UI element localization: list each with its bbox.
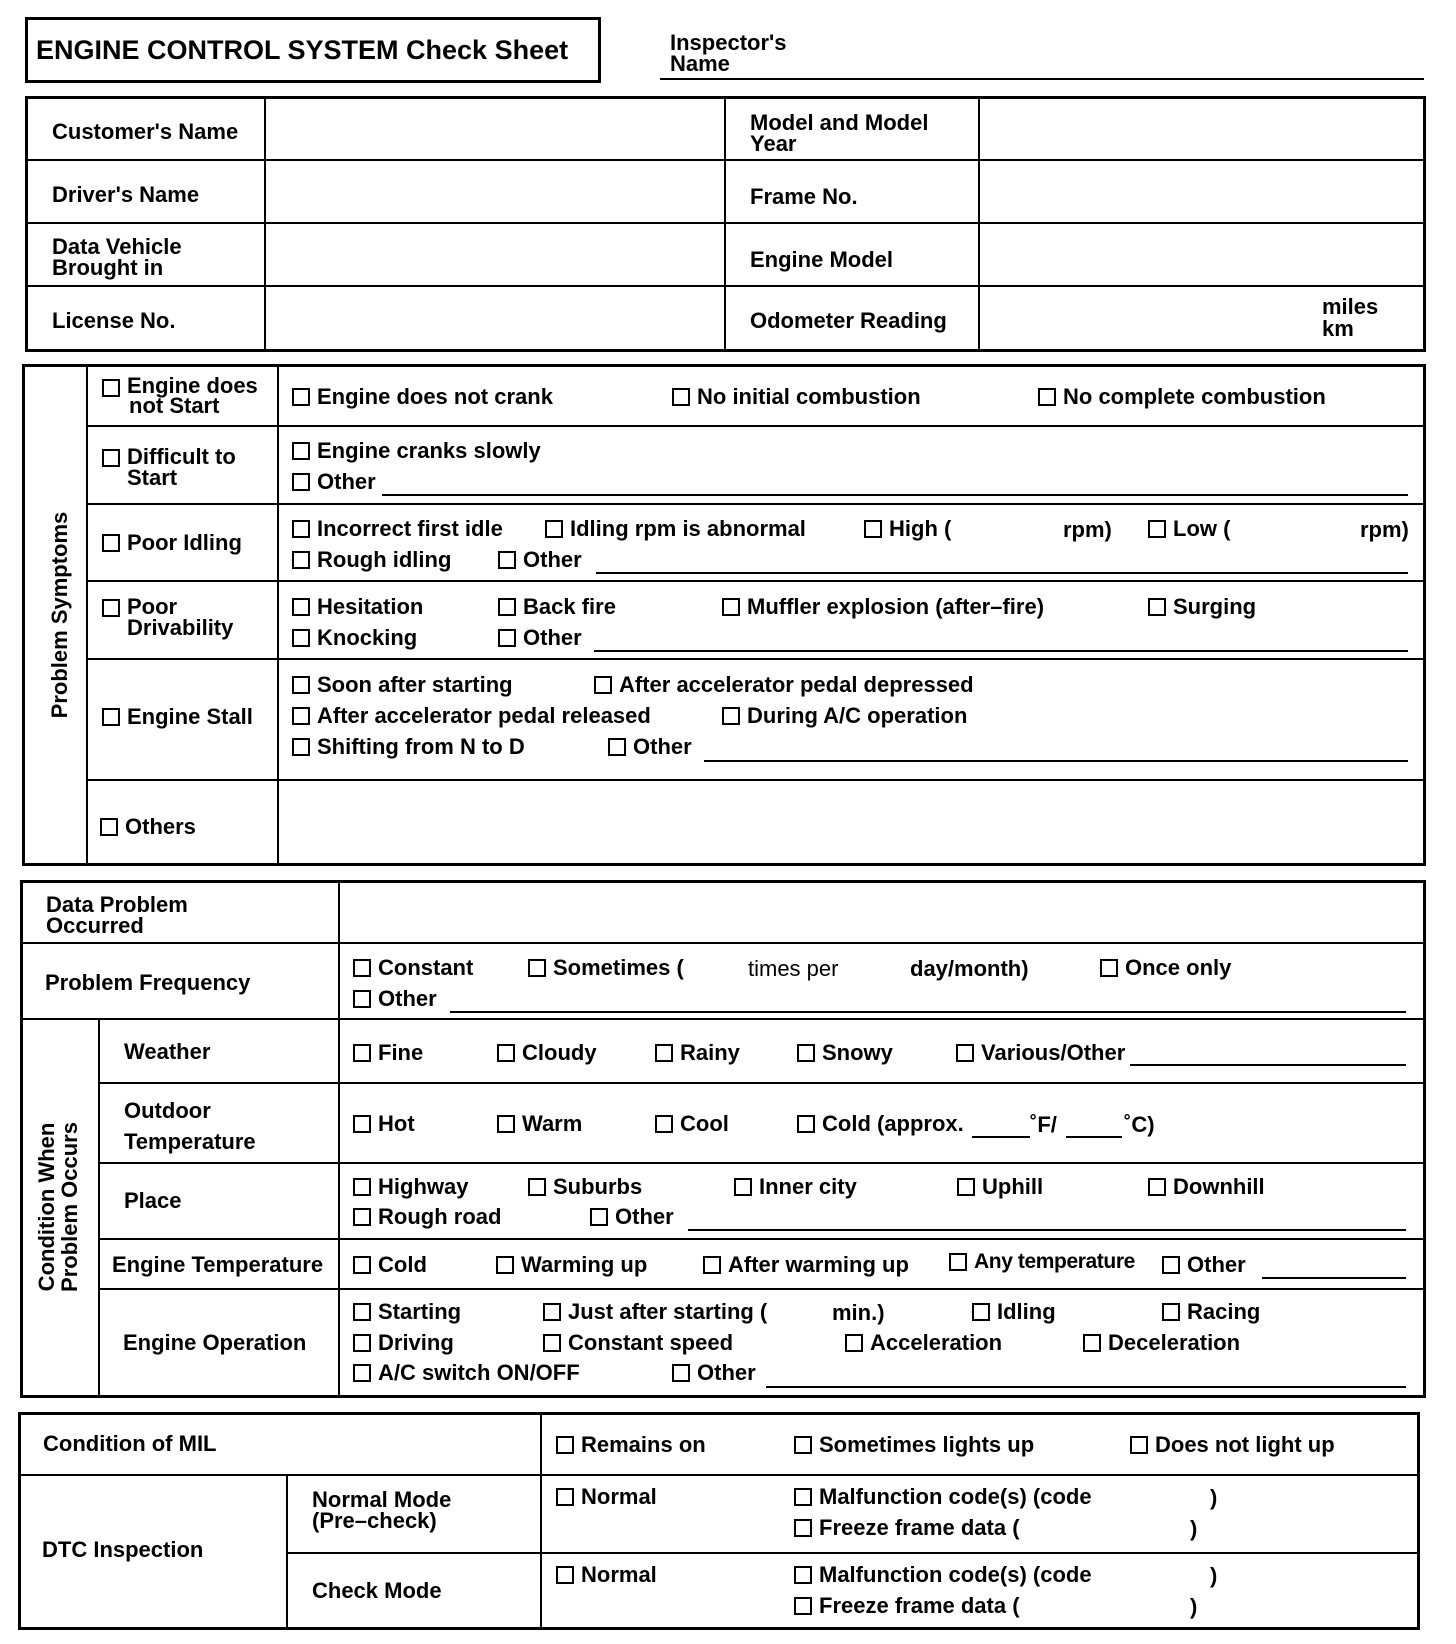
checkbox-icon [353, 1364, 371, 1382]
checkbox-icon [972, 1303, 990, 1321]
poor-idling-other-checkbox[interactable]: Other [498, 549, 582, 571]
sometimes-lights-up-checkbox[interactable]: Sometimes lights up [794, 1434, 1034, 1456]
checkbox-icon [590, 1208, 608, 1226]
after-warming-up-checkbox[interactable]: After warming up [703, 1254, 909, 1276]
warm-checkbox[interactable]: Warm [497, 1113, 582, 1135]
checkbox-icon [797, 1115, 815, 1133]
checkbox-icon [498, 629, 516, 647]
checkbox-icon [102, 379, 120, 397]
checkbox-icon [794, 1488, 812, 1506]
check-mode-freeze-frame-checkbox[interactable]: Freeze frame data ( [794, 1595, 1020, 1617]
surging-checkbox[interactable]: Surging [1148, 596, 1256, 618]
engine-operation-label: Engine Operation [123, 1330, 307, 1355]
poor-idling-other-field[interactable] [596, 572, 1408, 574]
checkbox-icon [292, 707, 310, 725]
checkbox-icon [497, 1115, 515, 1133]
idling-checkbox[interactable]: Idling [972, 1301, 1056, 1323]
checkbox-icon [292, 473, 310, 491]
data-vehicle-label: Data Vehicle Brought in [52, 234, 182, 280]
engine-cranks-slowly-checkbox[interactable]: Engine cranks slowly [292, 440, 541, 462]
difficult-start-other-checkbox[interactable]: Other [292, 471, 376, 493]
rainy-checkbox[interactable]: Rainy [655, 1042, 740, 1064]
odometer-unit-km: km [1322, 316, 1354, 341]
checkbox-icon [949, 1253, 967, 1271]
checkbox-icon [1148, 520, 1166, 538]
checkbox-icon [353, 1208, 371, 1226]
condition-when-occurs-label: Condition When Problem Occurs [34, 1122, 82, 1292]
after-pedal-released-checkbox[interactable]: After accelerator pedal released [292, 705, 651, 727]
poor-drivability-checkbox[interactable]: Poor Drivability [102, 596, 233, 638]
driving-checkbox[interactable]: Driving [353, 1332, 454, 1354]
drivability-other-field[interactable] [594, 650, 1408, 652]
checkbox-icon [608, 738, 626, 756]
engine-stall-other-checkbox[interactable]: Other [608, 736, 692, 758]
check-mode-normal-checkbox[interactable]: Normal [556, 1564, 657, 1586]
checkbox-icon [498, 598, 516, 616]
checkbox-icon [794, 1436, 812, 1454]
checkbox-icon [543, 1334, 561, 1352]
engine-model-label: Engine Model [750, 247, 893, 272]
snowy-checkbox[interactable]: Snowy [797, 1042, 893, 1064]
checkbox-icon [102, 534, 120, 552]
checkbox-icon [655, 1044, 673, 1062]
checkbox-icon [353, 1334, 371, 1352]
checkbox-icon [794, 1566, 812, 1584]
checkbox-icon [292, 598, 310, 616]
difficult-to-start-checkbox[interactable]: Difficult to Start [102, 446, 236, 488]
racing-checkbox[interactable]: Racing [1162, 1301, 1260, 1323]
low-rpm-checkbox[interactable]: Low ( [1148, 518, 1230, 540]
checkbox-icon [528, 1178, 546, 1196]
times-per-label: times per [748, 956, 839, 981]
once-only-checkbox[interactable]: Once only [1100, 957, 1231, 979]
checkbox-icon [672, 388, 690, 406]
checkbox-icon [797, 1044, 815, 1062]
checkbox-icon [292, 388, 310, 406]
min-unit: min.) [832, 1300, 885, 1325]
soon-after-starting-checkbox[interactable]: Soon after starting [292, 674, 513, 696]
checkbox-icon [545, 520, 563, 538]
odometer-label: Odometer Reading [750, 308, 947, 333]
checkbox-icon [556, 1488, 574, 1506]
difficult-start-other-field[interactable] [382, 494, 1408, 496]
inspector-name-label: Inspector's Name [670, 30, 787, 76]
engine-does-not-crank-checkbox[interactable]: Engine does not crank [292, 386, 553, 408]
engine-temperature-label: Engine Temperature [112, 1252, 324, 1277]
model-year-label: Model and Model Year [750, 110, 929, 156]
acceleration-checkbox[interactable]: Acceleration [845, 1332, 1002, 1354]
during-ac-operation-checkbox[interactable]: During A/C operation [722, 705, 967, 727]
back-fire-checkbox[interactable]: Back fire [498, 596, 616, 618]
condition-of-mil-label: Condition of MIL [43, 1431, 217, 1456]
checkbox-icon [292, 738, 310, 756]
problem-frequency-label: Problem Frequency [45, 970, 251, 995]
weather-other-field[interactable] [1130, 1064, 1406, 1066]
checkbox-icon [292, 520, 310, 538]
weather-label: Weather [124, 1039, 211, 1064]
checkbox-icon [353, 990, 371, 1008]
drivers-name-label: Driver's Name [52, 182, 200, 207]
temp-f-field[interactable] [972, 1136, 1030, 1138]
normal-mode-malfunction-close: ) [1210, 1485, 1218, 1510]
check-mode-malfunction-close: ) [1210, 1563, 1218, 1588]
engine-operation-other-checkbox[interactable]: Other [672, 1362, 756, 1384]
checkbox-icon [292, 442, 310, 460]
checkbox-icon [353, 1303, 371, 1321]
checkbox-icon [292, 551, 310, 569]
checkbox-icon [1162, 1256, 1180, 1274]
no-complete-combustion-checkbox[interactable]: No complete combustion [1038, 386, 1326, 408]
constant-checkbox[interactable]: Constant [353, 957, 473, 979]
drivability-other-checkbox[interactable]: Other [498, 627, 582, 649]
place-other-field[interactable] [688, 1229, 1406, 1231]
downhill-checkbox[interactable]: Downhill [1148, 1176, 1265, 1198]
remains-on-checkbox[interactable]: Remains on [556, 1434, 706, 1456]
checkbox-icon [102, 449, 120, 467]
temp-c-unit: ˚C) [1124, 1112, 1155, 1137]
checkbox-icon [1162, 1303, 1180, 1321]
engine-temp-other-checkbox[interactable]: Other [1162, 1254, 1246, 1276]
page-title: ENGINE CONTROL SYSTEM Check Sheet [36, 35, 569, 65]
checkbox-icon [864, 520, 882, 538]
engine-stall-checkbox[interactable]: Engine Stall [102, 706, 253, 728]
cloudy-checkbox[interactable]: Cloudy [497, 1042, 597, 1064]
ac-switch-checkbox[interactable]: A/C switch ON/OFF [353, 1362, 580, 1384]
high-rpm-unit: rpm) [1063, 517, 1112, 542]
just-after-starting-checkbox[interactable]: Just after starting ( [543, 1301, 767, 1323]
checkbox-icon [794, 1597, 812, 1615]
checkbox-icon [102, 599, 120, 617]
deceleration-checkbox[interactable]: Deceleration [1083, 1332, 1240, 1354]
checkbox-icon [496, 1256, 514, 1274]
checkbox-icon [497, 1044, 515, 1062]
checkbox-icon [845, 1334, 863, 1352]
inner-city-checkbox[interactable]: Inner city [734, 1176, 857, 1198]
frequency-other-field[interactable] [450, 1011, 1406, 1013]
any-temperature-checkbox[interactable]: Any temperature [949, 1251, 1135, 1273]
check-mode-malfunction-checkbox[interactable]: Malfunction code(s) (code [794, 1564, 1092, 1586]
checkbox-icon [353, 1178, 371, 1196]
hot-checkbox[interactable]: Hot [353, 1113, 415, 1135]
uphill-checkbox[interactable]: Uphill [957, 1176, 1043, 1198]
checkbox-icon [353, 1256, 371, 1274]
checkbox-icon [353, 1115, 371, 1133]
customer-name-label: Customer's Name [52, 119, 239, 144]
place-other-checkbox[interactable]: Other [590, 1206, 674, 1228]
suburbs-checkbox[interactable]: Suburbs [528, 1176, 642, 1198]
checkbox-icon [353, 959, 371, 977]
check-mode-freeze-close: ) [1190, 1594, 1198, 1619]
engine-cold-checkbox[interactable]: Cold [353, 1254, 427, 1276]
checkbox-icon [1130, 1436, 1148, 1454]
checkbox-icon [734, 1178, 752, 1196]
knocking-checkbox[interactable]: Knocking [292, 627, 417, 649]
cool-checkbox[interactable]: Cool [655, 1113, 729, 1135]
highway-checkbox[interactable]: Highway [353, 1176, 468, 1198]
normal-mode-freeze-frame-checkbox[interactable]: Freeze frame data ( [794, 1517, 1020, 1539]
checkbox-icon [722, 598, 740, 616]
engine-operation-other-field[interactable] [766, 1386, 1406, 1388]
checkbox-icon [556, 1566, 574, 1584]
day-month-label: day/month) [910, 956, 1029, 981]
sometimes-checkbox[interactable]: Sometimes ( [528, 957, 684, 979]
check-mode-label: Check Mode [312, 1578, 442, 1603]
problem-symptoms-label: Problem Symptoms [47, 511, 72, 719]
rough-road-checkbox[interactable]: Rough road [353, 1206, 501, 1228]
checkbox-icon [722, 707, 740, 725]
license-no-label: License No. [52, 308, 176, 333]
checkbox-icon [703, 1256, 721, 1274]
poor-idling-checkbox[interactable]: Poor Idling [102, 532, 242, 554]
temp-f-unit: ˚F/ [1030, 1112, 1057, 1137]
odometer-unit-miles: miles [1322, 294, 1379, 319]
warming-up-checkbox[interactable]: Warming up [496, 1254, 647, 1276]
normal-mode-normal-checkbox[interactable]: Normal [556, 1486, 657, 1508]
checkbox-icon [594, 676, 612, 694]
various-other-weather-checkbox[interactable]: Various/Other [956, 1042, 1125, 1064]
checkbox-icon [1148, 1178, 1166, 1196]
checkbox-icon [1038, 388, 1056, 406]
normal-mode-freeze-close: ) [1190, 1516, 1198, 1541]
engine-stall-other-field[interactable] [704, 760, 1408, 762]
checkbox-icon [100, 818, 118, 836]
normal-mode-malfunction-checkbox[interactable]: Malfunction code(s) (code [794, 1486, 1092, 1508]
checkbox-icon [672, 1364, 690, 1382]
checkbox-icon [956, 1044, 974, 1062]
idling-rpm-abnormal-checkbox[interactable]: Idling rpm is abnormal [545, 518, 806, 540]
checkbox-icon [292, 629, 310, 647]
dtc-inspection-label: DTC Inspection [42, 1537, 204, 1562]
high-rpm-checkbox[interactable]: High ( [864, 518, 951, 540]
starting-checkbox[interactable]: Starting [353, 1301, 461, 1323]
fine-checkbox[interactable]: Fine [353, 1042, 423, 1064]
place-label: Place [124, 1188, 182, 1213]
checkbox-icon [102, 708, 120, 726]
outdoor-temperature-label: Outdoor Temperature [124, 1098, 256, 1154]
engine-does-not-start-checkbox[interactable]: Engine does not Start [102, 376, 258, 416]
low-rpm-unit: rpm) [1360, 517, 1409, 542]
checkbox-icon [1100, 959, 1118, 977]
no-initial-combustion-checkbox[interactable]: No initial combustion [672, 386, 921, 408]
cold-approx-checkbox[interactable]: Cold (approx. [797, 1113, 964, 1135]
shifting-n-to-d-checkbox[interactable]: Shifting from N to D [292, 736, 525, 758]
hesitation-checkbox[interactable]: Hesitation [292, 596, 423, 618]
frequency-other-checkbox[interactable]: Other [353, 988, 437, 1010]
incorrect-first-idle-checkbox[interactable]: Incorrect first idle [292, 518, 503, 540]
checkbox-icon [528, 959, 546, 977]
checkbox-icon [1148, 598, 1166, 616]
muffler-explosion-checkbox[interactable]: Muffler explosion (after–fire) [722, 596, 1044, 618]
checkbox-icon [655, 1115, 673, 1133]
constant-speed-checkbox[interactable]: Constant speed [543, 1332, 733, 1354]
others-checkbox[interactable]: Others [100, 816, 196, 838]
checkbox-icon [292, 676, 310, 694]
checkbox-icon [353, 1044, 371, 1062]
checkbox-icon [957, 1178, 975, 1196]
checkbox-icon [543, 1303, 561, 1321]
checkbox-icon [1083, 1334, 1101, 1352]
checkbox-icon [556, 1436, 574, 1454]
data-problem-occurred-label: Data Problem Occurred [46, 892, 188, 938]
rough-idling-checkbox[interactable]: Rough idling [292, 549, 451, 571]
engine-temp-other-field[interactable] [1262, 1277, 1406, 1279]
frame-no-label: Frame No. [750, 184, 858, 209]
checkbox-icon [794, 1519, 812, 1537]
does-not-light-up-checkbox[interactable]: Does not light up [1130, 1434, 1335, 1456]
inspector-name-field[interactable] [660, 78, 1424, 80]
temp-c-field[interactable] [1066, 1136, 1122, 1138]
checkbox-icon [498, 551, 516, 569]
after-pedal-depressed-checkbox[interactable]: After accelerator pedal depressed [594, 674, 974, 696]
normal-mode-label: Normal Mode (Pre–check) [312, 1487, 452, 1533]
